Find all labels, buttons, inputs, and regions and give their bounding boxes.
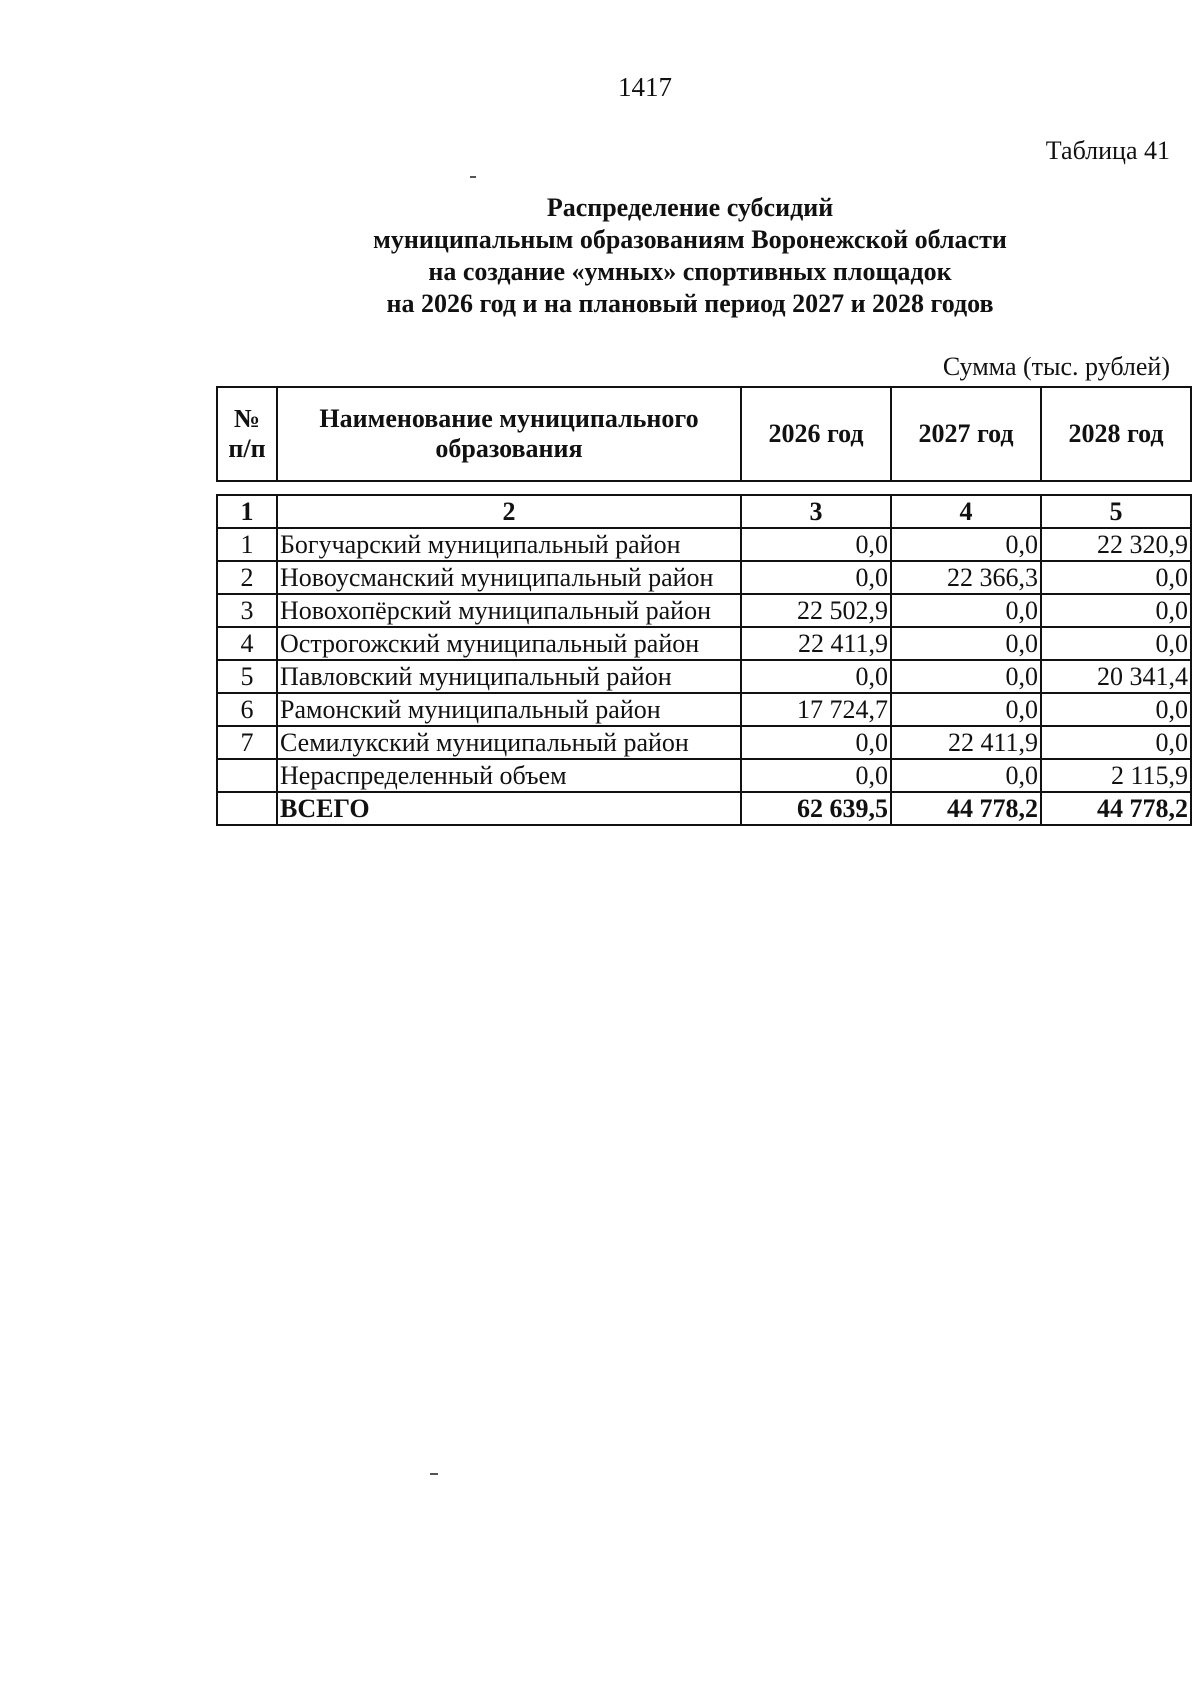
header-2026: 2026 год — [741, 387, 891, 481]
cell-no: 6 — [217, 693, 277, 726]
subsidy-table — [216, 494, 1192, 826]
cell-y2027: 0,0 — [891, 528, 1041, 561]
title-line: на создание «умных» спортивных площадок — [428, 257, 952, 286]
cell-name: Новохопёрский муниципальный район — [277, 594, 741, 627]
table-row — [217, 627, 1191, 660]
cell-no: 1 — [217, 528, 277, 561]
cell-no: 7 — [217, 726, 277, 759]
header-name: Наименование муниципального образования — [277, 387, 741, 481]
cell-y2026: 0,0 — [741, 660, 891, 693]
table-row — [217, 660, 1191, 693]
cell-y2026: 22 411,9 — [741, 627, 891, 660]
cell-y2026: 0,0 — [741, 528, 891, 561]
title-line: муниципальным образованиям Воронежской области — [373, 225, 1007, 254]
cell-y2027: 0,0 — [891, 660, 1041, 693]
title-line: Распределение субсидий — [546, 193, 834, 222]
table-row — [217, 726, 1191, 759]
cell-y2027: 0,0 — [891, 627, 1041, 660]
header-no: № п/п — [217, 387, 277, 481]
cell-y2027: 0,0 — [891, 594, 1041, 627]
cell-y2028: 0,0 — [1041, 627, 1191, 660]
cell-no: 5 — [217, 660, 277, 693]
cell-no: 3 — [217, 594, 277, 627]
table-header — [216, 386, 1192, 482]
cell-name: Семилукский муниципальный район — [277, 726, 741, 759]
document-title — [0, 192, 1200, 320]
total-y2027: 44 778,2 — [891, 792, 1041, 825]
cell-name: Острогожский муниципальный район — [277, 627, 741, 660]
page-number: 1417 — [618, 72, 672, 102]
header-2028: 2028 год — [1041, 387, 1191, 481]
cell-y2028: 0,0 — [1041, 594, 1191, 627]
column-number: 2 — [277, 495, 741, 528]
cell-y2028: 2 115,9 — [1041, 759, 1191, 792]
cell-no: 2 — [217, 561, 277, 594]
cell-y2026: 0,0 — [741, 726, 891, 759]
column-number: 5 — [1041, 495, 1191, 528]
cell-y2028: 0,0 — [1041, 561, 1191, 594]
total-y2026: 62 639,5 — [741, 792, 891, 825]
table-row — [217, 693, 1191, 726]
total-row — [217, 792, 1191, 825]
cell-y2026: 0,0 — [741, 759, 891, 792]
cell-name: Нераспределенный объем — [277, 759, 741, 792]
table-row — [217, 561, 1191, 594]
column-number-row — [217, 495, 1191, 528]
table-row — [217, 759, 1191, 792]
table-row — [217, 528, 1191, 561]
cell-y2027: 0,0 — [891, 693, 1041, 726]
total-y2028: 44 778,2 — [1041, 792, 1191, 825]
column-number: 3 — [741, 495, 891, 528]
scan-mark — [470, 176, 476, 178]
cell-name: Новоусманский муниципальный район — [277, 561, 741, 594]
total-name: ВСЕГО — [277, 792, 741, 825]
cell-name: Богучарский муниципальный район — [277, 528, 741, 561]
cell-y2027: 0,0 — [891, 759, 1041, 792]
cell-name: Павловский муниципальный район — [277, 660, 741, 693]
cell-y2026: 0,0 — [741, 561, 891, 594]
cell-y2028: 0,0 — [1041, 693, 1191, 726]
cell-y2028: 20 341,4 — [1041, 660, 1191, 693]
column-number: 1 — [217, 495, 277, 528]
cell-y2027: 22 366,3 — [891, 561, 1041, 594]
table-label: Таблица 41 — [1045, 136, 1170, 165]
cell-no: 4 — [217, 627, 277, 660]
cell-y2028: 0,0 — [1041, 726, 1191, 759]
cell-y2028: 22 320,9 — [1041, 528, 1191, 561]
cell-no — [217, 759, 277, 792]
units-label: Сумма (тыс. рублей) — [942, 352, 1170, 381]
cell-y2026: 17 724,7 — [741, 693, 891, 726]
cell-name: Рамонский муниципальный район — [277, 693, 741, 726]
cell-y2027: 22 411,9 — [891, 726, 1041, 759]
column-number: 4 — [891, 495, 1041, 528]
cell-y2026: 22 502,9 — [741, 594, 891, 627]
title-line: на 2026 год и на плановый период 2027 и 2028 годов — [386, 289, 994, 318]
total-no — [217, 792, 277, 825]
header-2027: 2027 год — [891, 387, 1041, 481]
table-row — [217, 594, 1191, 627]
scan-mark — [430, 1473, 438, 1475]
